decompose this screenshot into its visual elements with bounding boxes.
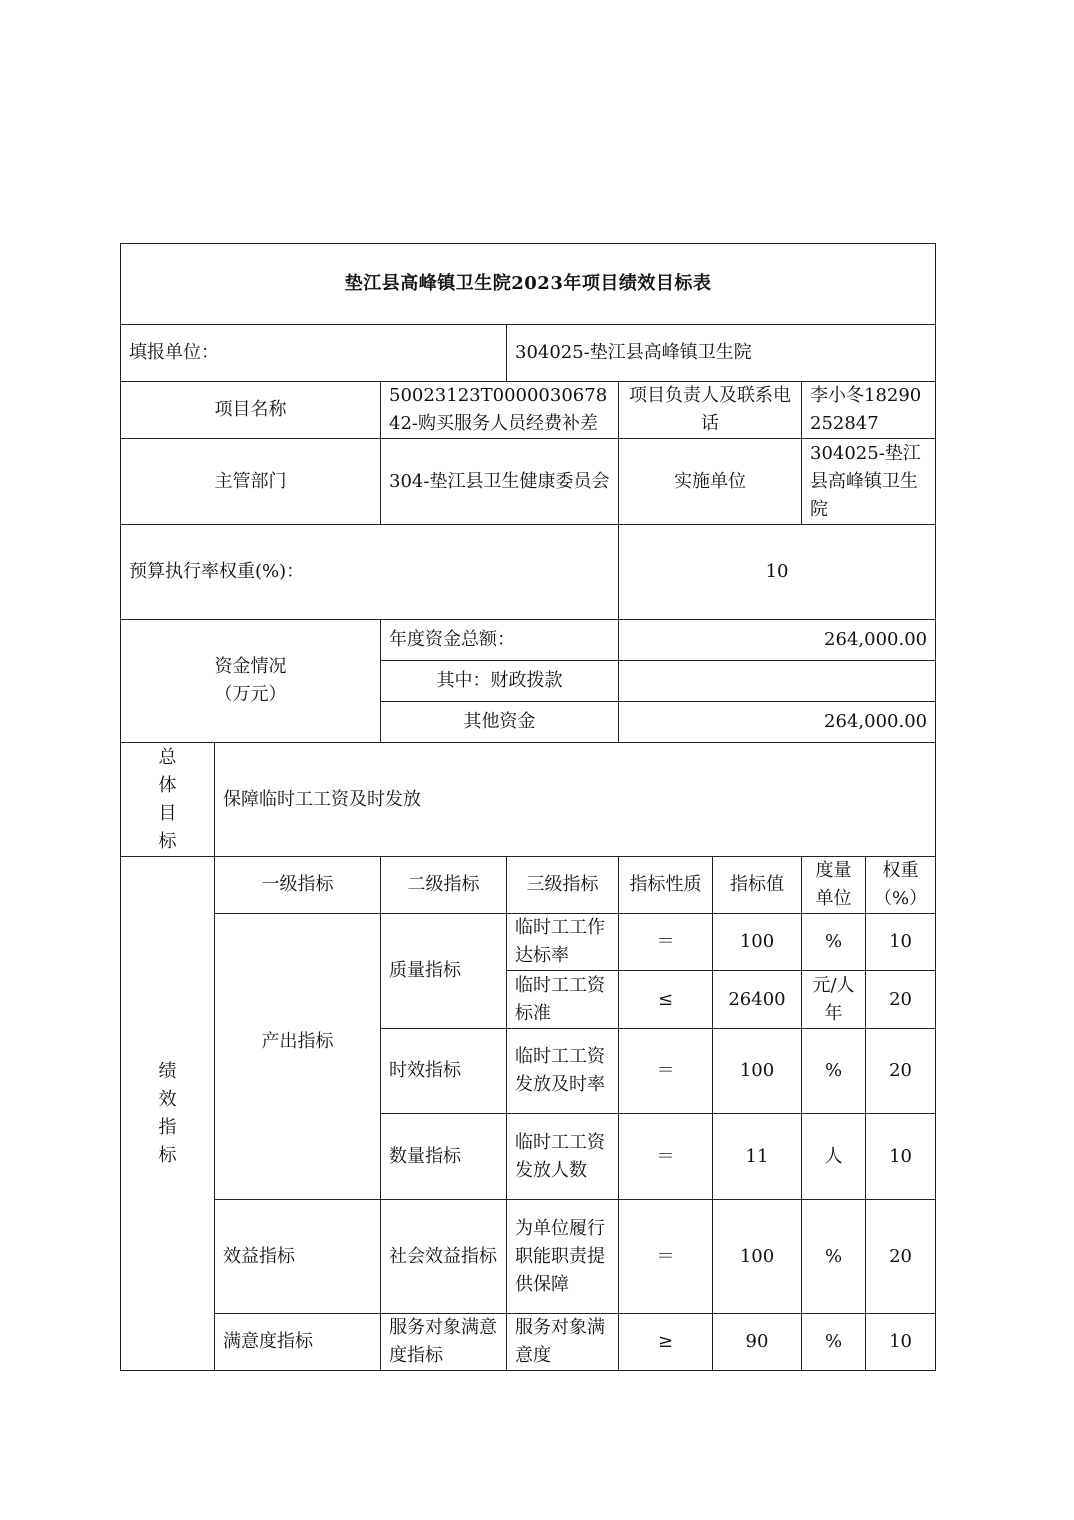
funds-other-value: 264,000.00 xyxy=(619,702,936,743)
row-nature: ≤ xyxy=(619,971,713,1029)
header-value: 指标值 xyxy=(713,857,802,914)
budget-rate-value: 10 xyxy=(619,525,936,620)
row-nature: ＝ xyxy=(619,1029,713,1114)
sub-service: 服务对象满意度指标 xyxy=(381,1314,507,1371)
row-level3: 临时工工资标准 xyxy=(507,971,619,1029)
fill-unit-value: 304025-垫江县高峰镇卫生院 xyxy=(507,325,936,382)
fill-unit-label: 填报单位： xyxy=(121,325,507,382)
indicators-label: 绩效指标 xyxy=(121,857,215,1371)
sub-social: 社会效益指标 xyxy=(381,1200,507,1314)
row-weight: 10 xyxy=(866,1314,936,1371)
row-value: 100 xyxy=(713,1029,802,1114)
header-unit: 度量单位 xyxy=(802,857,866,914)
performance-target-table xyxy=(120,243,936,1371)
row-value: 100 xyxy=(713,914,802,971)
row-value: 90 xyxy=(713,1314,802,1371)
header-weight: 权重（%） xyxy=(866,857,936,914)
row-weight: 20 xyxy=(866,1200,936,1314)
row-nature: ＝ xyxy=(619,1200,713,1314)
row-level3: 服务对象满意度 xyxy=(507,1314,619,1371)
funds-label: 资金情况 xyxy=(214,656,287,677)
project-name-label: 项目名称 xyxy=(121,382,381,439)
group-satisfaction: 满意度指标 xyxy=(215,1314,381,1371)
overall-goal-value: 保障临时工工资及时发放 xyxy=(215,743,936,857)
overall-goal-label: 总体目标 xyxy=(121,743,215,857)
row-weight: 20 xyxy=(866,971,936,1029)
sub-quantity: 数量指标 xyxy=(381,1114,507,1200)
page-title: 垫江县高峰镇卫生院2023年项目绩效目标表 xyxy=(121,244,936,325)
row-unit: % xyxy=(802,1314,866,1371)
row-nature: ＝ xyxy=(619,914,713,971)
impl-unit-label: 实施单位 xyxy=(619,439,802,525)
funds-fiscal-label: 其中：财政拨款 xyxy=(381,661,619,702)
header-nature: 指标性质 xyxy=(619,857,713,914)
row-value: 100 xyxy=(713,1200,802,1314)
row-weight: 10 xyxy=(866,914,936,971)
row-level3: 临时工工作达标率 xyxy=(507,914,619,971)
impl-unit-value: 304025-垫江县高峰镇卫生院 xyxy=(802,439,936,525)
row-value: 11 xyxy=(713,1114,802,1200)
funds-label-cell xyxy=(121,620,381,743)
table-row xyxy=(121,1200,936,1314)
project-owner-label: 项目负责人及联系电话 xyxy=(619,382,802,439)
row-level3: 为单位履行职能职责提供保障 xyxy=(507,1200,619,1314)
row-unit: 人 xyxy=(802,1114,866,1200)
funds-other-label: 其他资金 xyxy=(381,702,619,743)
project-name-value: 50023123T000003067842-购买服务人员经费补差 xyxy=(381,382,619,439)
funds-fiscal-value xyxy=(619,661,936,702)
budget-rate-label: 预算执行率权重(%)： xyxy=(121,525,619,620)
funds-unit: （万元） xyxy=(214,684,287,705)
dept-value: 304-垫江县卫生健康委员会 xyxy=(381,439,619,525)
row-level3: 临时工工资发放及时率 xyxy=(507,1029,619,1114)
row-weight: 10 xyxy=(866,1114,936,1200)
header-level2: 二级指标 xyxy=(381,857,507,914)
table-row xyxy=(121,1314,936,1371)
table-row xyxy=(121,914,936,971)
group-benefit: 效益指标 xyxy=(215,1200,381,1314)
header-level3: 三级指标 xyxy=(507,857,619,914)
sub-timeliness: 时效指标 xyxy=(381,1029,507,1114)
row-value: 26400 xyxy=(713,971,802,1029)
row-unit: % xyxy=(802,914,866,971)
sub-quality: 质量指标 xyxy=(381,914,507,1029)
row-unit: 元/人年 xyxy=(802,971,866,1029)
group-output: 产出指标 xyxy=(215,914,381,1200)
row-weight: 20 xyxy=(866,1029,936,1114)
project-owner-value: 李小冬18290252847 xyxy=(802,382,936,439)
header-level1: 一级指标 xyxy=(215,857,381,914)
row-nature: ＝ xyxy=(619,1114,713,1200)
row-level3: 临时工工资发放人数 xyxy=(507,1114,619,1200)
row-unit: % xyxy=(802,1029,866,1114)
dept-label: 主管部门 xyxy=(121,439,381,525)
row-unit: % xyxy=(802,1200,866,1314)
funds-total-label: 年度资金总额： xyxy=(381,620,619,661)
funds-total-value: 264,000.00 xyxy=(619,620,936,661)
row-nature: ≥ xyxy=(619,1314,713,1371)
